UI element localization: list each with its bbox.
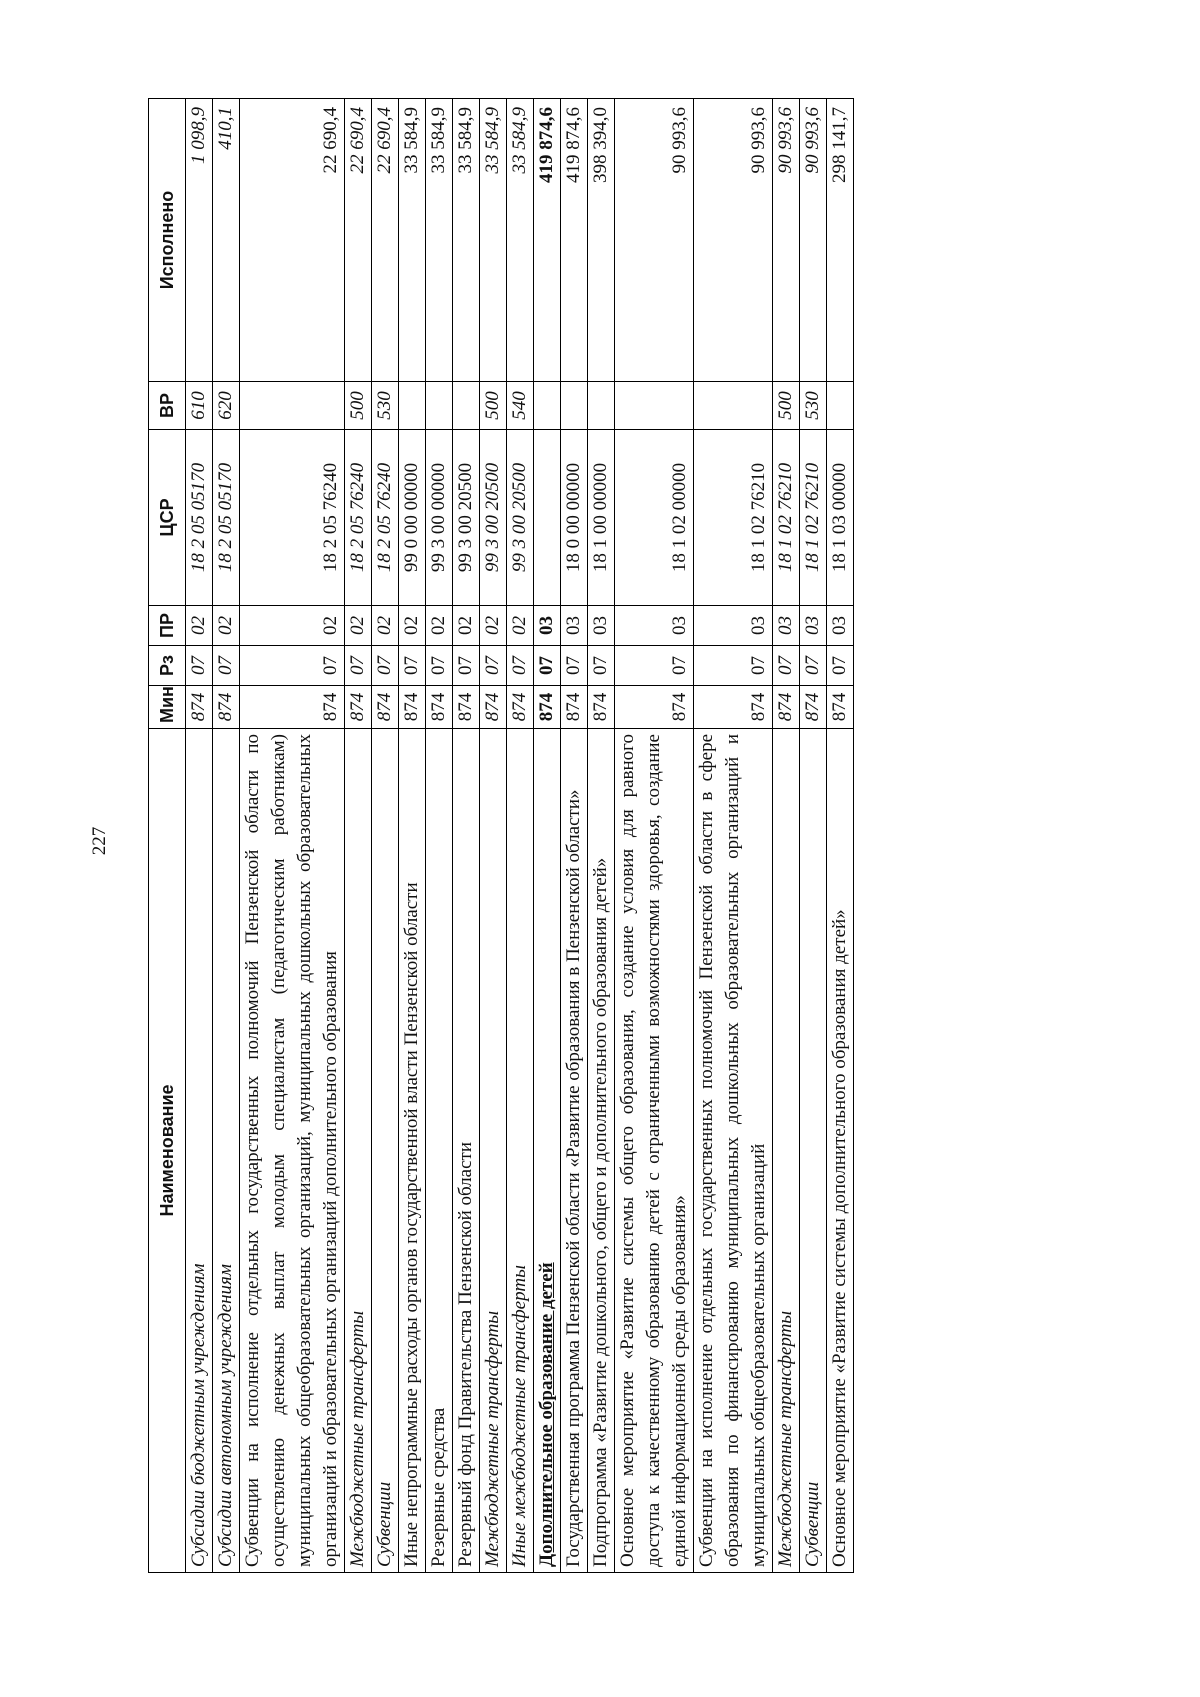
cell-name: Резервные средства: [426, 729, 453, 1573]
cell-rz: 07: [186, 646, 213, 686]
cell-min: 874: [426, 686, 453, 729]
cell-vr: [827, 382, 854, 430]
cell-pr: 03: [615, 606, 694, 646]
cell-csr: 18 1 02 00000: [615, 430, 694, 606]
cell-done: 22 690,4: [372, 99, 399, 382]
cell-min: 874: [507, 686, 534, 729]
cell-name: Межбюджетные трансферты: [345, 729, 372, 1573]
cell-rz: 07: [694, 646, 773, 686]
cell-min: 874: [615, 686, 694, 729]
page-number: 227: [89, 826, 110, 856]
cell-rz: 07: [827, 646, 854, 686]
cell-rz: 07: [213, 646, 240, 686]
table-row: [453, 99, 480, 1573]
cell-pr: 02: [372, 606, 399, 646]
cell-vr: 500: [480, 382, 507, 430]
cell-csr: 18 1 02 76210: [800, 430, 827, 606]
cell-pr: 03: [827, 606, 854, 646]
cell-rz: 07: [240, 646, 345, 686]
cell-csr: 18 1 03 00000: [827, 430, 854, 606]
header-csr: ЦСР: [149, 430, 186, 606]
cell-min: 874: [186, 686, 213, 729]
cell-vr: [561, 382, 588, 430]
cell-min: 874: [345, 686, 372, 729]
cell-name: Субвенции: [800, 729, 827, 1573]
cell-vr: 530: [800, 382, 827, 430]
cell-vr: [615, 382, 694, 430]
cell-done: 22 690,4: [240, 99, 345, 382]
cell-csr: [534, 430, 561, 606]
cell-csr: 18 2 05 76240: [240, 430, 345, 606]
cell-rz: 07: [588, 646, 615, 686]
cell-csr: 18 2 05 05170: [186, 430, 213, 606]
cell-name: Подпрограмма «Развитие дошкольного, общего и дополнительного образования детей»: [588, 729, 615, 1573]
table-row: [507, 99, 534, 1573]
cell-vr: 620: [213, 382, 240, 430]
cell-done: 22 690,4: [345, 99, 372, 382]
budget-table: [148, 98, 854, 1573]
table-row: [800, 99, 827, 1573]
cell-min: 874: [453, 686, 480, 729]
cell-min: 874: [694, 686, 773, 729]
cell-name: Субсидии автономным учреждениям: [213, 729, 240, 1573]
cell-done: 298 141,7: [827, 99, 854, 382]
cell-done: 419 874,6: [561, 99, 588, 382]
cell-min: 874: [372, 686, 399, 729]
cell-name: Государственная программа Пензенской области «Развитие образования в Пензенской области»: [561, 729, 588, 1573]
cell-vr: 500: [773, 382, 800, 430]
cell-csr: 18 2 05 76240: [345, 430, 372, 606]
cell-name: Субвенции на исполнение отдельных государственных полномочий Пензенской области в сфере образования по финансированию муниципальных дошкольных образовательных организаций и муниципальных общеобразовательных организаций: [694, 729, 773, 1573]
cell-rz: 07: [800, 646, 827, 686]
cell-min: 874: [561, 686, 588, 729]
cell-pr: 03: [588, 606, 615, 646]
cell-csr: 18 1 02 76210: [694, 430, 773, 606]
cell-pr: 02: [186, 606, 213, 646]
cell-name: Субвенции: [372, 729, 399, 1573]
cell-csr: 18 2 05 76240: [372, 430, 399, 606]
cell-pr: 02: [480, 606, 507, 646]
cell-name: Межбюджетные трансферты: [480, 729, 507, 1573]
cell-rz: 07: [507, 646, 534, 686]
cell-rz: 07: [372, 646, 399, 686]
cell-name: Иные межбюджетные трансферты: [507, 729, 534, 1573]
cell-vr: [694, 382, 773, 430]
cell-name: Резервный фонд Правительства Пензенской области: [453, 729, 480, 1573]
table-row: [561, 99, 588, 1573]
cell-pr: 02: [426, 606, 453, 646]
cell-done: 90 993,6: [694, 99, 773, 382]
cell-pr: 02: [345, 606, 372, 646]
cell-min: 874: [827, 686, 854, 729]
cell-vr: [399, 382, 426, 430]
cell-rz: 07: [615, 646, 694, 686]
table-row: [534, 99, 561, 1573]
cell-rz: 07: [453, 646, 480, 686]
cell-done: 33 584,9: [453, 99, 480, 382]
header-done: Исполнено: [149, 99, 186, 382]
cell-rz: 07: [480, 646, 507, 686]
cell-done: 410,1: [213, 99, 240, 382]
cell-rz: 07: [399, 646, 426, 686]
cell-done: 90 993,6: [800, 99, 827, 382]
table-row: [426, 99, 453, 1573]
cell-done: 33 584,9: [480, 99, 507, 382]
table-row: [480, 99, 507, 1573]
header-name: Наименование: [149, 729, 186, 1573]
cell-done: 419 874,6: [534, 99, 561, 382]
cell-min: 874: [588, 686, 615, 729]
table-row: [186, 99, 213, 1573]
cell-pr: 02: [399, 606, 426, 646]
cell-vr: [534, 382, 561, 430]
cell-pr: 03: [773, 606, 800, 646]
table-row: [240, 99, 345, 1573]
cell-vr: [588, 382, 615, 430]
cell-done: 1 098,9: [186, 99, 213, 382]
cell-name: Основное мероприятие «Развитие системы дополнительного образования детей»: [827, 729, 854, 1573]
cell-done: 398 394,0: [588, 99, 615, 382]
cell-csr: 99 0 00 00000: [399, 430, 426, 606]
cell-min: 874: [213, 686, 240, 729]
cell-name: Субсидии бюджетным учреждениям: [186, 729, 213, 1573]
header-pr: ПР: [149, 606, 186, 646]
cell-pr: 03: [800, 606, 827, 646]
table-body: [186, 99, 854, 1573]
cell-csr: 18 1 02 76210: [773, 430, 800, 606]
cell-name: Дополнительное образование детей: [534, 729, 561, 1573]
table-row: [345, 99, 372, 1573]
cell-name: Иные непрограммные расходы органов государственной власти Пензенской области: [399, 729, 426, 1573]
table-row: [213, 99, 240, 1573]
cell-pr: 03: [561, 606, 588, 646]
cell-rz: 07: [773, 646, 800, 686]
cell-rz: 07: [345, 646, 372, 686]
table-row: [588, 99, 615, 1573]
table-row: [827, 99, 854, 1573]
cell-min: 874: [399, 686, 426, 729]
table-row: [399, 99, 426, 1573]
table-row: [773, 99, 800, 1573]
cell-vr: 530: [372, 382, 399, 430]
cell-name: Межбюджетные трансферты: [773, 729, 800, 1573]
cell-csr: 99 3 00 20500: [453, 430, 480, 606]
cell-min: 874: [800, 686, 827, 729]
cell-pr: 02: [240, 606, 345, 646]
cell-vr: 610: [186, 382, 213, 430]
cell-done: 90 993,6: [615, 99, 694, 382]
cell-csr: 18 2 05 05170: [213, 430, 240, 606]
cell-min: 874: [240, 686, 345, 729]
cell-pr: 02: [213, 606, 240, 646]
cell-csr: 18 0 00 00000: [561, 430, 588, 606]
cell-csr: 18 1 00 00000: [588, 430, 615, 606]
header-rz: Рз: [149, 646, 186, 686]
cell-done: 33 584,9: [399, 99, 426, 382]
cell-pr: 03: [694, 606, 773, 646]
table-row: [372, 99, 399, 1573]
cell-done: 33 584,9: [507, 99, 534, 382]
cell-vr: 540: [507, 382, 534, 430]
header-vr: ВР: [149, 382, 186, 430]
cell-csr: 99 3 00 20500: [507, 430, 534, 606]
cell-name: Основное мероприятие «Развитие системы общего образования, создание условия для равного доступа к качественному образованию детей с ограниченными возможностями здоровья, создание единой информационной среды образования»: [615, 729, 694, 1573]
cell-csr: 99 3 00 00000: [426, 430, 453, 606]
cell-rz: 07: [426, 646, 453, 686]
cell-min: 874: [480, 686, 507, 729]
table-row: [694, 99, 773, 1573]
cell-name: Субвенции на исполнение отдельных государственных полномочий Пензенской области по осуществлению денежных выплат молодым специалистам (педагогическим работникам) муниципальных общеобразовательных организаций, муниципальных дошкольных образовательных организаций и образовательных организаций дополнительного образования: [240, 729, 345, 1573]
cell-rz: 07: [534, 646, 561, 686]
cell-csr: 99 3 00 20500: [480, 430, 507, 606]
table-row: [615, 99, 694, 1573]
cell-pr: 03: [534, 606, 561, 646]
cell-vr: [426, 382, 453, 430]
cell-vr: 500: [345, 382, 372, 430]
cell-done: 90 993,6: [773, 99, 800, 382]
cell-pr: 02: [453, 606, 480, 646]
header-min: Мин: [149, 686, 186, 729]
cell-vr: [240, 382, 345, 430]
cell-min: 874: [773, 686, 800, 729]
cell-done: 33 584,9: [426, 99, 453, 382]
cell-rz: 07: [561, 646, 588, 686]
rotated-table-container: [148, 99, 1051, 1573]
cell-vr: [453, 382, 480, 430]
cell-pr: 02: [507, 606, 534, 646]
table-header-row: [149, 99, 186, 1573]
cell-min: 874: [534, 686, 561, 729]
